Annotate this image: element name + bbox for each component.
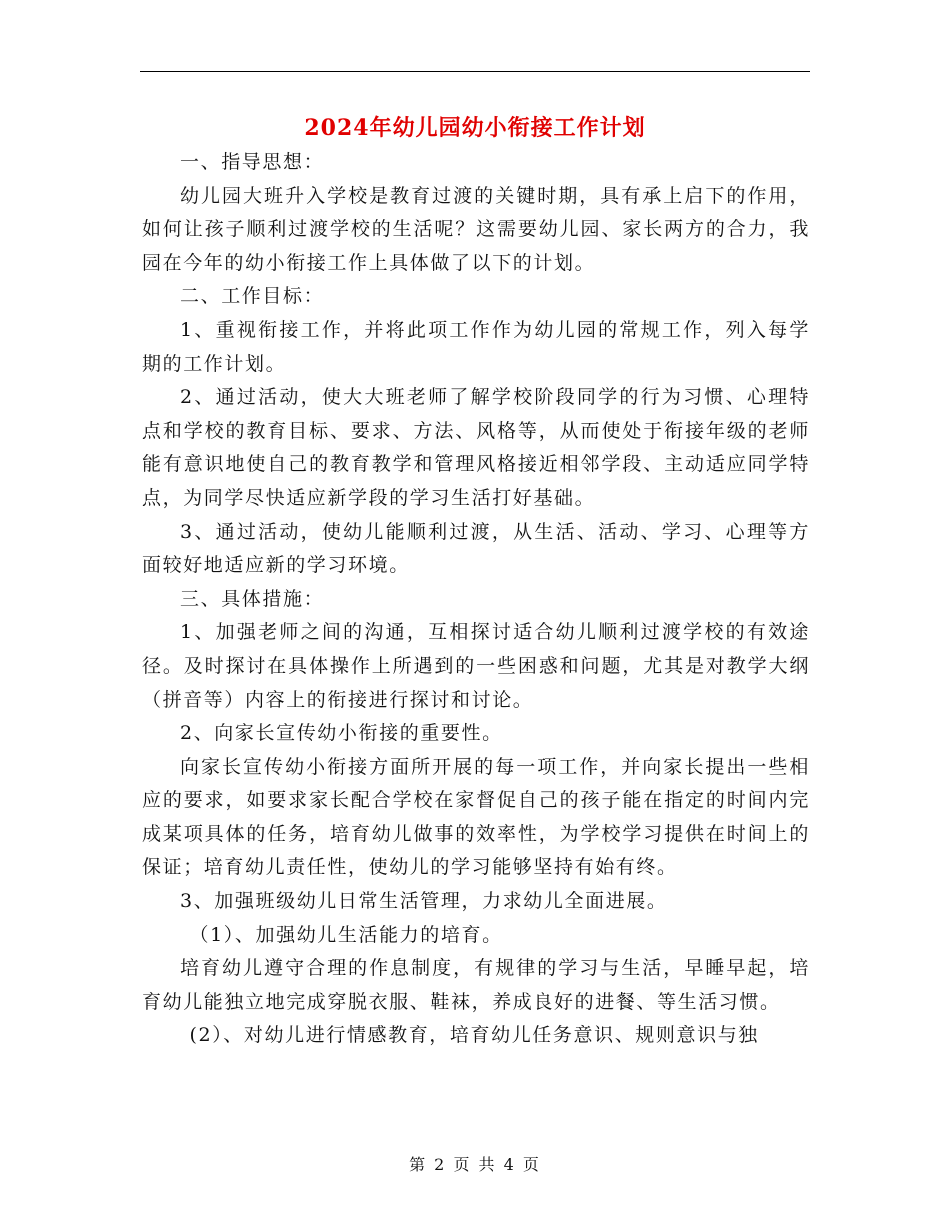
section-heading-specific-measures: 三、具体措施：	[180, 587, 325, 610]
footer-prefix: 第	[409, 1155, 428, 1174]
page-footer	[0, 1154, 950, 1176]
footer-middle: 页 共	[453, 1155, 497, 1174]
paragraph: 2、向家长宣传幼小衔接的重要性。	[180, 722, 503, 745]
paragraph: 3、加强班级幼儿日常生活管理，力求幼儿全面进展。	[180, 890, 668, 913]
document-title: 2024年幼儿园幼小衔接工作计划	[304, 115, 646, 141]
paragraph: 1、重视衔接工作，并将此项工作作为幼儿园的常规工作，列入每学期的工作计划。	[142, 318, 810, 375]
paragraph: 3、通过活动，使幼儿能顺利过渡，从生活、活动、学习、心理等方面较好地适应新的学习环境。	[142, 520, 810, 577]
subsection-heading: (2）、对幼儿进行情感教育，培育幼儿任务意识、规则意识与独	[189, 1024, 759, 1047]
section-heading-guiding-ideology: 一、指导思想：	[180, 151, 325, 173]
paragraph: 幼儿园大班升入学校是教育过渡的关键时期，具有承上启下的作用，如何让孩子顺利过渡学校的生活呢？这需要幼儿园、家长两方的合力，我园在今年的幼小衔接工作上具体做了以下的计划。	[142, 184, 810, 274]
footer-total-pages: 4	[503, 1155, 516, 1174]
footer-suffix: 页	[522, 1155, 541, 1174]
subsection-heading: （1）、加强幼儿生活能力的培育。	[189, 923, 503, 946]
paragraph: 1、加强老师之间的沟通，互相探讨适合幼儿顺利过渡学校的有效途径。及时探讨在具体操作上所遇到的一些困惑和问题，尤其是对教学大纲（拼音等）内容上的衔接进行探讨和讨论。	[142, 621, 810, 711]
paragraph: 培育幼儿遵守合理的作息制度，有规律的学习与生活，早睡早起，培育幼儿能独立地完成穿脱衣服、鞋袜，养成良好的进餐、等生活习惯。	[142, 957, 810, 1013]
paragraph: 向家长宣传幼小衔接方面所开展的每一项工作，并向家长提出一些相应的要求，如要求家长配合学校在家督促自己的孩子能在指定的时间内完成某项具体的任务，培育幼儿做事的效率性，为学校学习提供在时间上的保证；培育幼儿责任性，使幼儿的学习能够坚持有始有终。	[142, 755, 810, 879]
header-rule	[140, 71, 810, 72]
footer-page-number: 2	[434, 1155, 447, 1174]
paragraph: 2、通过活动，使大大班老师了解学校阶段同学的行为习惯、心理特点和学校的教育目标、要求、方法、风格等，从而使处于衔接年级的老师能有意识地使自己的教育教学和管理风格接近相邻学段、主动适应同学特点，为同学尽快适应新学段的学习生活打好基础。	[142, 386, 810, 509]
document-body	[142, 146, 810, 1053]
section-heading-work-goals: 二、工作目标：	[180, 285, 325, 308]
